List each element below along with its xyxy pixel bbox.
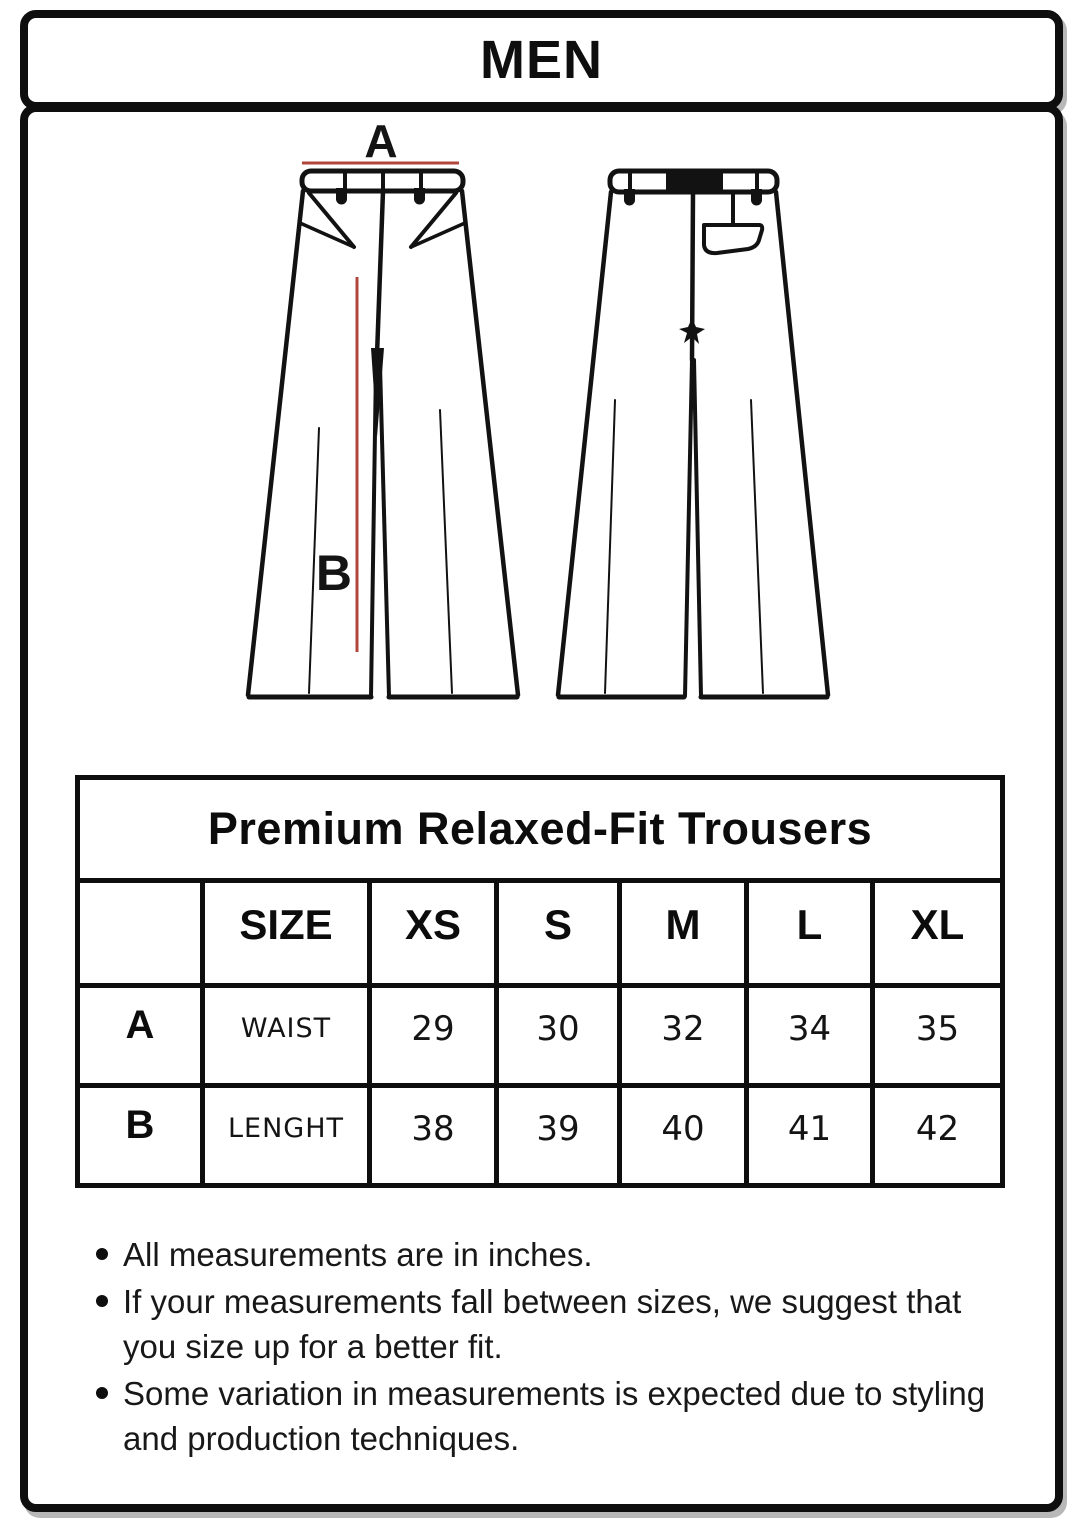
row-a-value-m: 32: [622, 988, 744, 1083]
col-header-xl: XL: [875, 883, 1000, 983]
row-a-value-s: 30: [499, 988, 617, 1083]
row-a-value-l: 34: [749, 988, 870, 1083]
row-b-value-xl: 42: [875, 1088, 1000, 1183]
row-b-label: LENGHT: [205, 1088, 367, 1183]
row-a-key: A: [80, 988, 200, 1083]
size-chart-title: Premium Relaxed-Fit Trousers: [80, 780, 1000, 878]
measure-label-b: B: [315, 545, 352, 601]
note-item: If your measurements fall between sizes, we suggest that you size up for a better fit.: [95, 1279, 1017, 1369]
row-a-value-xs: 29: [372, 988, 494, 1083]
notes-list: [95, 1232, 1017, 1463]
col-header-size: SIZE: [205, 883, 367, 983]
row-b-value-l: 41: [749, 1088, 870, 1183]
note-item: Some variation in measurements is expected due to styling and production techniques.: [95, 1371, 1017, 1461]
col-header-l: L: [749, 883, 870, 983]
note-item: All measurements are in inches.: [95, 1232, 1017, 1277]
row-b-key: B: [80, 1088, 200, 1183]
row-a-label: WAIST: [205, 988, 367, 1083]
row-b-value-m: 40: [622, 1088, 744, 1183]
col-header-m: M: [622, 883, 744, 983]
col-header-xs: XS: [372, 883, 494, 983]
row-b-value-s: 39: [499, 1088, 617, 1183]
measure-label-a: A: [364, 115, 398, 167]
header-box: [20, 10, 1063, 110]
col-header-blank: [80, 883, 200, 983]
row-a-value-xl: 35: [875, 988, 1000, 1083]
row-b-value-xs: 38: [372, 1088, 494, 1183]
page-title: MEN: [480, 30, 603, 90]
col-header-s: S: [499, 883, 617, 983]
size-chart-table: [75, 775, 1005, 1188]
